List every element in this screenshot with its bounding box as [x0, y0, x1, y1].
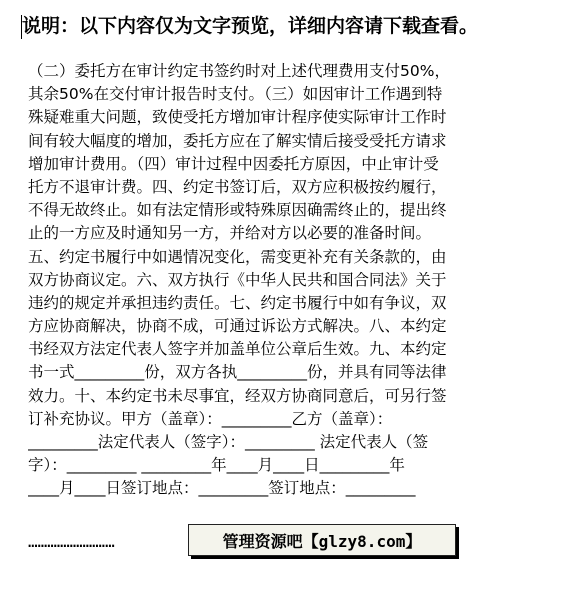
body-line: 书经双方法定代表人签字并加盖单位公章后生效。九、本约定 — [28, 340, 447, 359]
body-line: 字）：_________ _________年____月____日_________年 — [28, 456, 405, 475]
ellipsis-dots: ……………………… — [28, 532, 115, 551]
body-line: 其余50%在交付审计报告时支付。（三）如因审计工作遇到特 — [28, 85, 443, 104]
preview-notice: 说明：以下内容仅为文字预览，详细内容请下载查看。 — [22, 15, 479, 37]
body-line: ____月____日签订地点：_________签订地点：_________ — [28, 479, 416, 498]
body-line: 殊疑难重大问题，致使受托方增加审计程序使实际审计工作时 — [28, 108, 447, 127]
body-line: （二）委托方在审计约定书签约时对上述代理费用支付50%， — [28, 62, 450, 80]
body-line: 止的一方应及时通知另一方，并给对方以必要的准备时间。 — [28, 224, 432, 243]
watermark-banner[interactable]: 管理资源吧【glzy8.com】 — [188, 524, 456, 556]
body-line: 方应协商解决，协商不成，可通过诉讼方式解决。八、本约定 — [28, 317, 447, 336]
body-line: 书一式_________份，双方各执_________份，并具有同等法律 — [28, 363, 447, 382]
body-line: 五、约定书履行中如遇情况变化，需变更补充有关条款的，由 — [28, 247, 447, 266]
body-line: 不得无故终止。如有法定情形或特殊原因确需终止的，提出终 — [28, 201, 447, 220]
body-line: 托方不退审计费。四、约定书签订后，双方应积极按约履行， — [28, 177, 447, 196]
body-line: 效力。十、本约定书未尽事宜，经双方协商同意后，可另行签 — [28, 386, 447, 405]
body-line: 订补充协议。甲方（盖章）：_________乙方（盖章）： — [28, 409, 393, 428]
document-body — [28, 60, 568, 501]
body-line: 间有较大幅度的增加，委托方应在了解实情后接受受托方请求 — [28, 131, 447, 150]
body-line: 违约的规定并承担违约责任。七、约定书履行中如有争议，双 — [28, 293, 447, 312]
body-line: _________法定代表人（签字）：_________ 法定代表人（签 — [28, 433, 429, 451]
body-line: 增加审计费用。（四）审计过程中因委托方原因，中止审计受 — [28, 154, 439, 173]
body-line: 双方协商议定。六、双方执行《中华人民共和国合同法》关于 — [28, 270, 447, 289]
